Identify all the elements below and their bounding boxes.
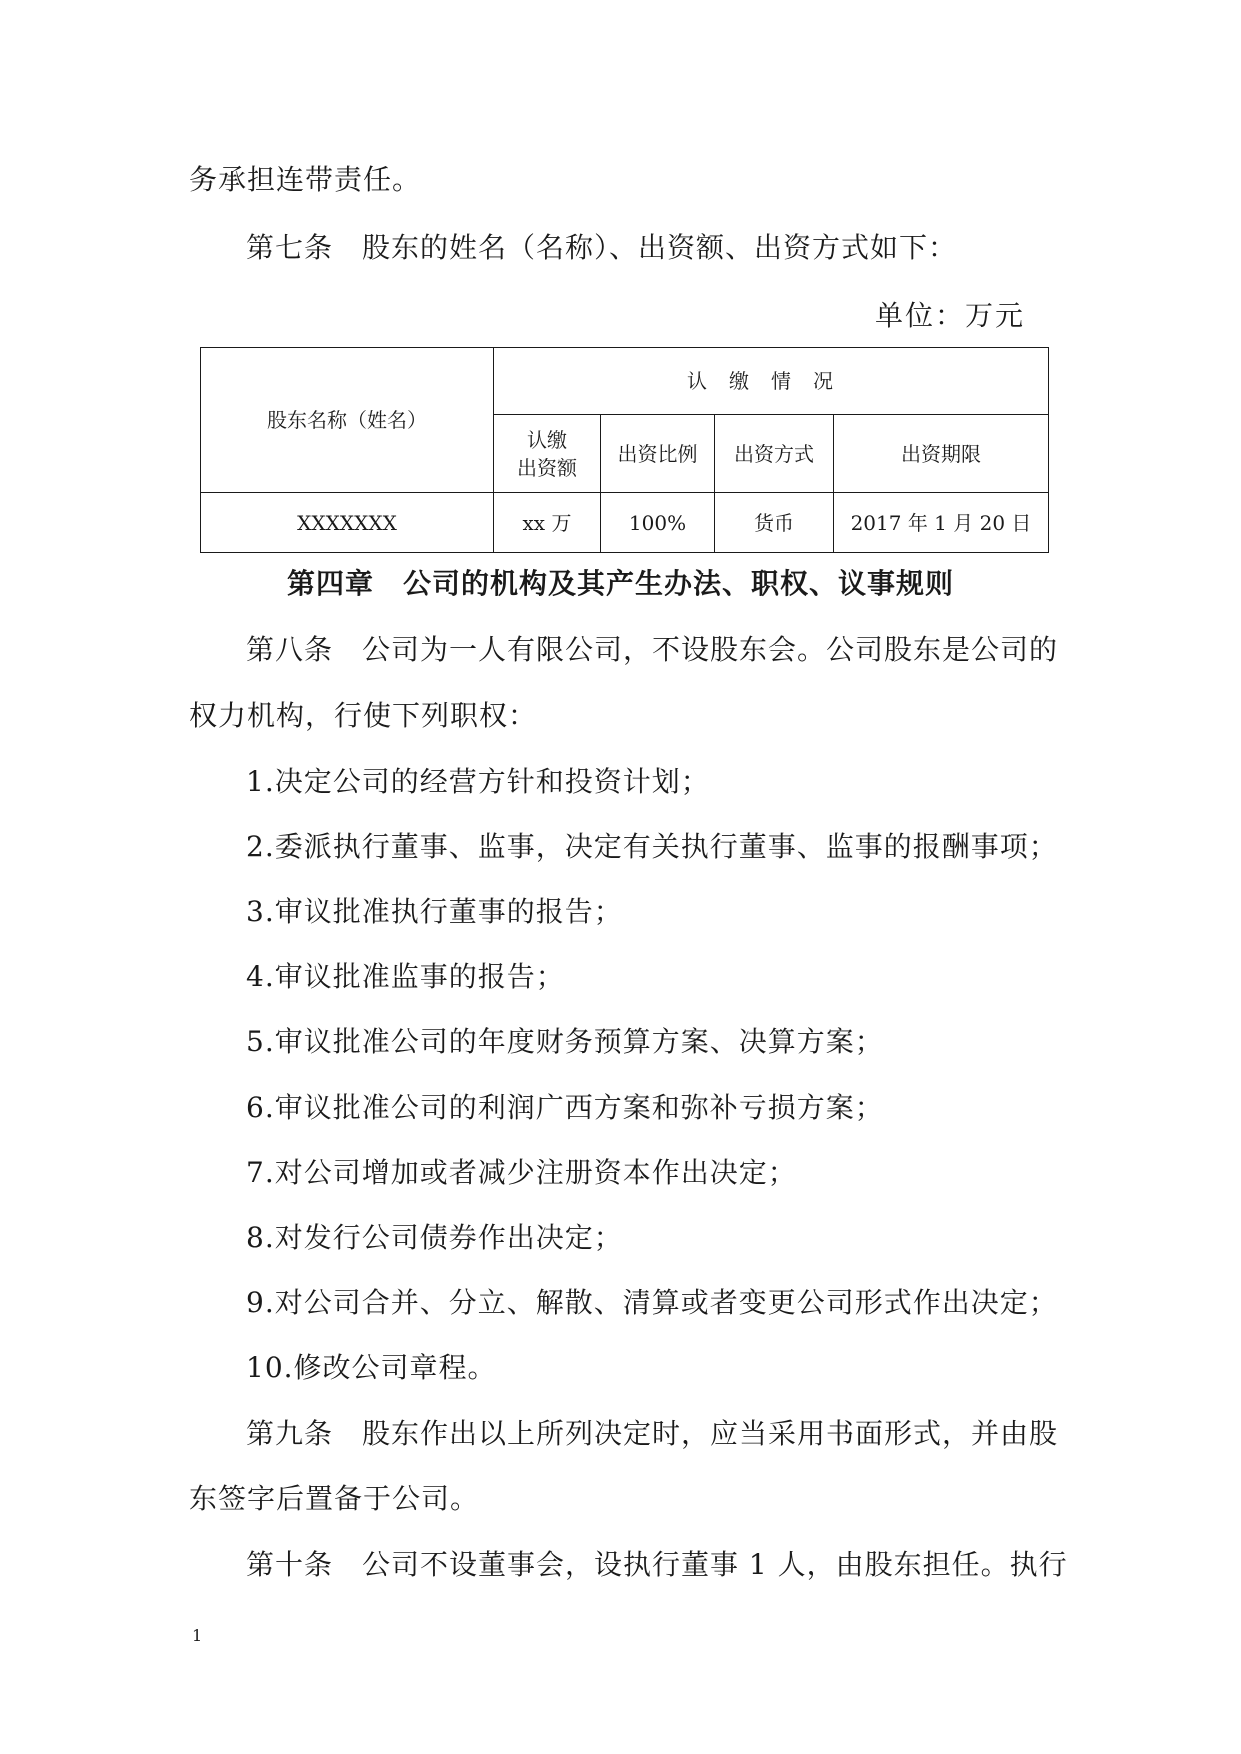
table-row xyxy=(201,493,1049,553)
cell-capital-ratio: 100% xyxy=(601,493,715,553)
unit-label: 单位：万元 xyxy=(874,299,1025,332)
list-item-3: 3.审议批准执行董事的报告； xyxy=(246,895,623,928)
cell-capital-method: 货币 xyxy=(715,493,834,553)
text-line-6: 东签字后置备于公司。 xyxy=(189,1482,480,1515)
capital-table xyxy=(200,347,1049,553)
list-item-9: 9.对公司合并、分立、解散、清算或者变更公司形式作出决定； xyxy=(246,1286,1058,1319)
cell-shareholder-name: XXXXXXX xyxy=(201,493,494,553)
text-line-5: 第九条 股东作出以上所列决定时，应当采用书面形式，并由股 xyxy=(246,1417,1059,1450)
text-line-4: 权力机构，行使下列职权： xyxy=(189,699,538,732)
text-line-2: 第七条 股东的姓名（名称）、出资额、出资方式如下： xyxy=(246,231,958,264)
list-item-5: 5.审议批准公司的年度财务预算方案、决算方案； xyxy=(246,1025,884,1058)
cell-capital-deadline: 2017 年 1 月 20 日 xyxy=(834,493,1049,553)
list-item-10: 10.修改公司章程。 xyxy=(246,1351,497,1384)
list-item-1: 1.决定公司的经营方针和投资计划； xyxy=(246,765,710,798)
page-number: 1 xyxy=(192,1626,203,1645)
text-line-1: 务承担连带责任。 xyxy=(189,163,422,196)
header-subscribed-amount: 认缴 出资额 xyxy=(494,415,601,493)
list-item-4: 4.审议批准监事的报告； xyxy=(246,960,565,993)
list-item-8: 8.对发行公司债券作出决定； xyxy=(246,1221,623,1254)
header-capital-deadline: 出资期限 xyxy=(834,415,1049,493)
list-item-6: 6.审议批准公司的利润广西方案和弥补亏损方案； xyxy=(246,1091,884,1124)
text-line-7: 第十条 公司不设董事会，设执行董事 1 人，由股东担任。执行 xyxy=(246,1548,1068,1581)
cell-subscribed-amount: xx 万 xyxy=(494,493,601,553)
chapter-title: 第四章 公司的机构及其产生办法、职权、议事规则 xyxy=(286,567,954,600)
header-subscription-group: 认缴情况 xyxy=(494,348,1049,415)
text-line-3: 第八条 公司为一人有限公司，不设股东会。公司股东是公司的 xyxy=(246,633,1059,666)
header-capital-ratio: 出资比例 xyxy=(601,415,715,493)
list-item-2: 2.委派执行董事、监事，决定有关执行董事、监事的报酬事项； xyxy=(246,830,1058,863)
list-item-7: 7.对公司增加或者减少注册资本作出决定； xyxy=(246,1156,797,1189)
header-shareholder-name: 股东名称（姓名） xyxy=(201,348,494,493)
header-capital-method: 出资方式 xyxy=(715,415,834,493)
